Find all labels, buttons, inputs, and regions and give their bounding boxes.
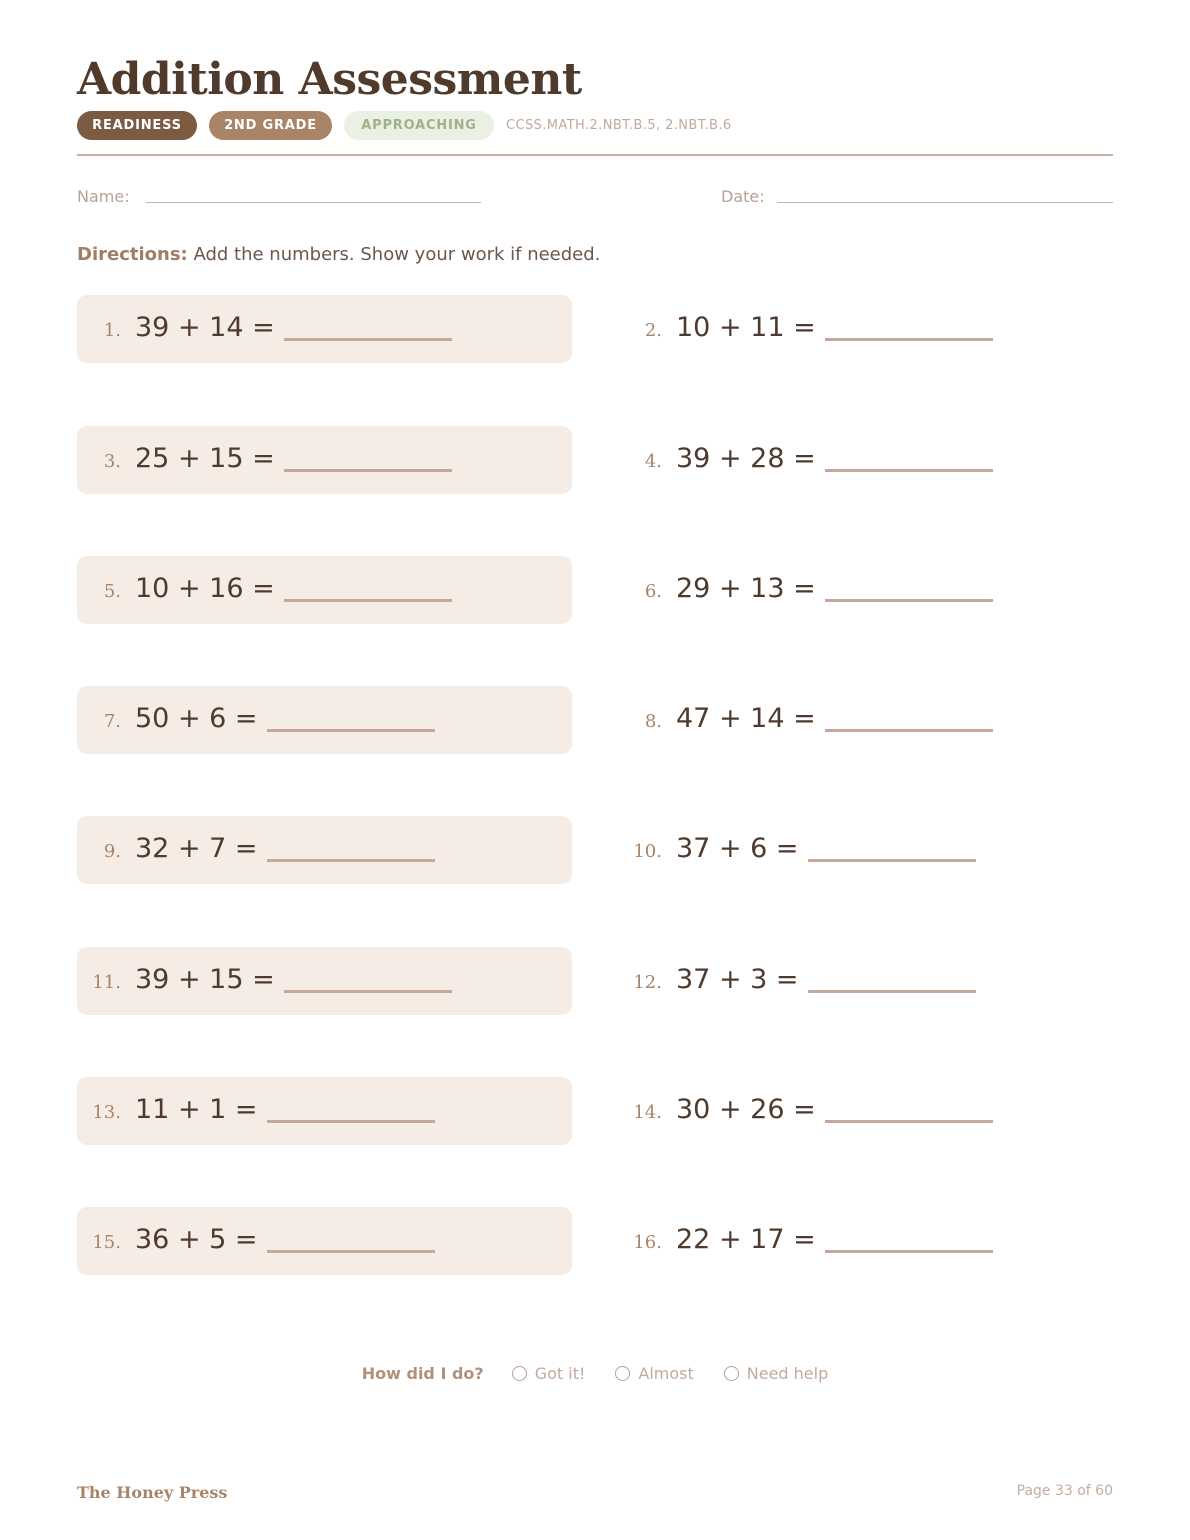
answer-blank[interactable] <box>284 990 452 993</box>
problem-16 <box>618 1207 1113 1275</box>
tag-row <box>77 111 732 140</box>
level-badge: APPROACHING <box>344 111 494 140</box>
problem-expression: 37 + 3 = <box>676 964 799 995</box>
problem-expression: 29 + 13 = <box>676 573 816 604</box>
answer-blank[interactable] <box>808 859 976 862</box>
problem-5 <box>77 556 572 624</box>
radio-circle-icon[interactable] <box>724 1366 739 1381</box>
footer-brand: The Honey Press <box>77 1483 228 1502</box>
problem-number: 5. <box>103 581 121 602</box>
problem-number: 4. <box>644 451 662 472</box>
answer-blank[interactable] <box>825 599 993 602</box>
header-divider <box>77 154 1113 156</box>
problem-number: 8. <box>644 711 662 732</box>
problem-11 <box>77 947 572 1015</box>
problem-number: 7. <box>103 711 121 732</box>
problem-expression: 10 + 16 = <box>135 573 275 604</box>
problem-15 <box>77 1207 572 1275</box>
problem-number: 6. <box>644 581 662 602</box>
problem-number: 1. <box>103 320 121 341</box>
date-field[interactable] <box>777 202 1113 203</box>
problem-expression: 30 + 26 = <box>676 1094 816 1125</box>
answer-blank[interactable] <box>825 1250 993 1253</box>
self-check-label: How did I do? <box>361 1364 484 1383</box>
problem-6 <box>618 556 1113 624</box>
problem-expression: 36 + 5 = <box>135 1224 258 1255</box>
radio-circle-icon[interactable] <box>512 1366 527 1381</box>
answer-blank[interactable] <box>825 1120 993 1123</box>
option-label: Need help <box>746 1364 829 1383</box>
answer-blank[interactable] <box>267 1120 435 1123</box>
self-check-option-need-help[interactable] <box>724 1364 828 1383</box>
problem-number: 13. <box>92 1102 121 1123</box>
problem-number: 12. <box>633 972 662 993</box>
problem-4 <box>618 426 1113 494</box>
problem-14 <box>618 1077 1113 1145</box>
problem-7 <box>77 686 572 754</box>
self-check-option-got-it[interactable] <box>512 1364 586 1383</box>
answer-blank[interactable] <box>284 338 452 341</box>
option-label: Almost <box>638 1364 694 1383</box>
problem-8 <box>618 686 1113 754</box>
worksheet-page <box>77 0 1113 1540</box>
name-field[interactable] <box>146 202 481 203</box>
problem-expression: 39 + 28 = <box>676 443 816 474</box>
problem-number: 3. <box>103 451 121 472</box>
problem-expression: 25 + 15 = <box>135 443 275 474</box>
problem-9 <box>77 816 572 884</box>
directions <box>77 244 600 265</box>
problem-expression: 11 + 1 = <box>135 1094 258 1125</box>
answer-blank[interactable] <box>267 729 435 732</box>
problem-expression: 39 + 15 = <box>135 964 275 995</box>
problem-12 <box>618 947 1113 1015</box>
answer-blank[interactable] <box>808 990 976 993</box>
problem-10 <box>618 816 1113 884</box>
answer-blank[interactable] <box>825 469 993 472</box>
problem-expression: 10 + 11 = <box>676 312 816 343</box>
name-label: Name: <box>77 187 130 206</box>
problem-number: 11. <box>92 972 121 993</box>
self-check <box>77 1364 1113 1383</box>
readiness-badge: READINESS <box>77 111 197 140</box>
option-label: Got it! <box>534 1364 586 1383</box>
directions-label: Directions: <box>77 244 188 265</box>
problem-expression: 39 + 14 = <box>135 312 275 343</box>
problem-number: 15. <box>92 1232 121 1253</box>
problem-number: 14. <box>633 1102 662 1123</box>
radio-circle-icon[interactable] <box>615 1366 630 1381</box>
date-label: Date: <box>721 187 765 206</box>
problem-expression: 47 + 14 = <box>676 703 816 734</box>
problem-expression: 32 + 7 = <box>135 833 258 864</box>
grade-badge: 2ND GRADE <box>209 111 332 140</box>
standards-code: CCSS.MATH.2.NBT.B.5, 2.NBT.B.6 <box>506 118 732 133</box>
problem-number: 10. <box>633 841 662 862</box>
problem-number: 2. <box>644 320 662 341</box>
problem-expression: 50 + 6 = <box>135 703 258 734</box>
problem-3 <box>77 426 572 494</box>
answer-blank[interactable] <box>825 338 993 341</box>
answer-blank[interactable] <box>825 729 993 732</box>
answer-blank[interactable] <box>267 859 435 862</box>
problem-2 <box>618 295 1113 363</box>
answer-blank[interactable] <box>284 469 452 472</box>
self-check-option-almost[interactable] <box>615 1364 693 1383</box>
page-title: Addition Assessment <box>77 54 582 105</box>
problem-13 <box>77 1077 572 1145</box>
problem-expression: 37 + 6 = <box>676 833 799 864</box>
problem-expression: 22 + 17 = <box>676 1224 816 1255</box>
problem-number: 16. <box>633 1232 662 1253</box>
page-number: Page 33 of 60 <box>1016 1483 1113 1499</box>
answer-blank[interactable] <box>284 599 452 602</box>
problem-number: 9. <box>103 841 121 862</box>
problem-1 <box>77 295 572 363</box>
directions-text: Add the numbers. Show your work if needed. <box>193 244 601 265</box>
answer-blank[interactable] <box>267 1250 435 1253</box>
